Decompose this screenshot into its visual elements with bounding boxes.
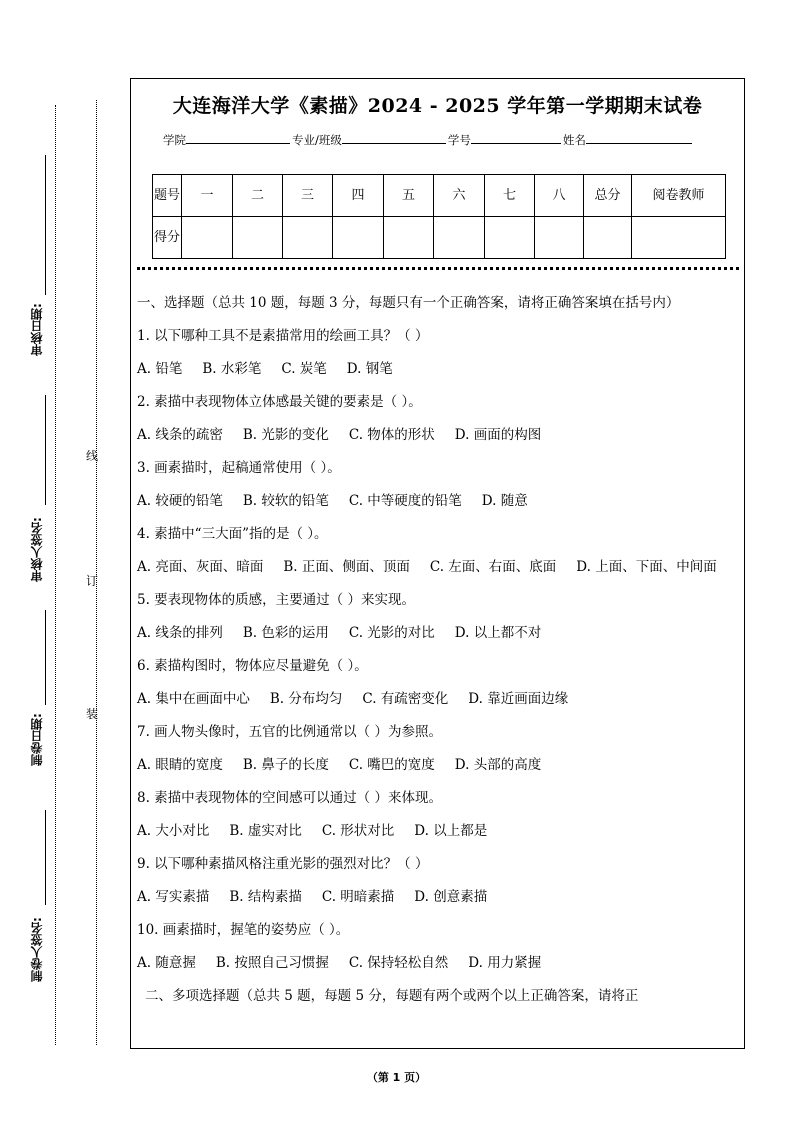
score-table-score-row — [153, 217, 726, 259]
question-6: 6. 素描构图时，物体应尽量避免（ ）。 — [137, 658, 368, 674]
score-col-header: 七 — [485, 175, 535, 217]
option: C. 明暗素描 — [321, 889, 395, 905]
option: C. 嘴巴的宽度 — [348, 757, 435, 773]
name-field[interactable] — [586, 131, 692, 144]
score-cell[interactable] — [485, 217, 535, 259]
option: C. 有疏密变化 — [362, 691, 449, 707]
option: C. 炭笔 — [281, 361, 327, 377]
score-col-header: 八 — [535, 175, 584, 217]
option: C. 中等硬度的铅笔 — [348, 493, 462, 509]
question-7-options — [137, 755, 741, 776]
option: A. 随意握 — [137, 955, 196, 971]
question-2: 2. 素描中表现物体立体感最关键的要素是（ ）。 — [137, 394, 422, 410]
option: B. 正面、侧面、顶面 — [283, 559, 410, 575]
binding-char-zhuang: 装 — [86, 707, 99, 721]
option: A. 线条的疏密 — [137, 427, 223, 443]
option: A. 大小对比 — [137, 823, 210, 839]
option: B. 鼻子的长度 — [242, 757, 329, 773]
score-cell[interactable] — [434, 217, 485, 259]
option: C. 左面、右面、底面 — [429, 559, 557, 575]
grader-cell[interactable] — [632, 217, 726, 259]
college-label: 学院 — [163, 133, 186, 147]
option: B. 光影的变化 — [242, 427, 329, 443]
grader-header: 阅卷教师 — [632, 175, 726, 217]
option: C. 光影的对比 — [348, 625, 435, 641]
student-id-field[interactable] — [471, 131, 561, 144]
score-cell[interactable] — [233, 217, 283, 259]
option: D. 头部的高度 — [454, 757, 542, 773]
option: D. 以上都是 — [414, 823, 488, 839]
section1-heading: 一、选择题（总共 10 题，每题 3 分，每题只有一个正确答案，请将正确答案填在括号内） — [137, 295, 680, 311]
option: A. 眼睛的宽度 — [137, 757, 223, 773]
option: A. 亮面、灰面、暗面 — [137, 559, 264, 575]
question-10: 10. 画素描时，握笔的姿势应（ ）。 — [137, 922, 350, 938]
score-cell[interactable] — [182, 217, 233, 259]
score-col-header: 三 — [283, 175, 333, 217]
question-3: 3. 画素描时，起稿通常使用（ ）。 — [137, 460, 341, 476]
exam-title: 大连海洋大学《素描》2024 - 2025 学年第一学期期末试卷 — [172, 95, 703, 117]
option: D. 靠近画面边缘 — [468, 691, 569, 707]
question-8: 8. 素描中表现物体的空间感可以通过（ ）来体现。 — [137, 790, 442, 806]
question-1: 1. 以下哪种工具不是素描常用的绘画工具？（ ） — [137, 328, 429, 344]
option: A. 集中在画面中心 — [137, 691, 250, 707]
total-score-header: 总分 — [584, 175, 632, 217]
audit-date-blank — [45, 155, 46, 295]
option: D. 用力紧握 — [468, 955, 542, 971]
college-field[interactable] — [186, 131, 290, 144]
score-col-header: 二 — [233, 175, 283, 217]
prepare-date-label: 制卷日期: — [30, 713, 44, 767]
score-cell[interactable] — [384, 217, 434, 259]
question-5-options — [137, 623, 741, 644]
question-number-label: 题号 — [153, 175, 182, 217]
exam-frame — [130, 78, 745, 1049]
question-10-options — [137, 953, 741, 974]
option: C. 物体的形状 — [348, 427, 435, 443]
option: D. 随意 — [481, 493, 528, 509]
major-label: 专业/班级 — [292, 133, 342, 147]
score-cell[interactable] — [283, 217, 333, 259]
auditor-sign-blank — [45, 395, 46, 505]
score-col-header: 五 — [384, 175, 434, 217]
score-col-header: 四 — [333, 175, 384, 217]
preparer-sign-blank — [45, 810, 46, 905]
option: A. 较硬的铅笔 — [137, 493, 223, 509]
question-8-options — [137, 821, 741, 842]
question-2-options — [137, 425, 741, 446]
score-label: 得分 — [153, 217, 182, 259]
option: B. 分布均匀 — [269, 691, 343, 707]
question-4: 4. 素描中“三大面”指的是（ ）。 — [137, 526, 328, 542]
score-table-header-row — [153, 175, 726, 217]
option: C. 形状对比 — [321, 823, 395, 839]
major-field[interactable] — [342, 131, 446, 144]
name-label: 姓名 — [562, 133, 586, 147]
option: D. 创意素描 — [414, 889, 488, 905]
binding-dotted-line-outer — [55, 105, 56, 1045]
option: C. 保持轻松自然 — [348, 955, 449, 971]
section2-heading: 二、多项选择题（总共 5 题，每题 5 分，每题有两个或两个以上正确答案，请将正 — [145, 988, 639, 1004]
question-6-options — [137, 689, 741, 710]
score-col-header: 一 — [182, 175, 233, 217]
page-number: （第 1 页） — [366, 1071, 427, 1084]
question-7: 7. 画人物头像时，五官的比例通常以（ ）为参照。 — [137, 724, 442, 740]
score-table — [152, 174, 726, 259]
binding-char-line: 线 — [86, 449, 99, 463]
exam-content — [137, 293, 741, 1019]
preparer-sign-label: 制卷人签名: — [30, 917, 44, 983]
score-cell[interactable] — [535, 217, 584, 259]
option: B. 水彩笔 — [202, 361, 262, 377]
auditor-sign-label: 审核人签名: — [30, 517, 44, 583]
student-id-label: 学号 — [447, 133, 471, 147]
option: D. 上面、下面、中间面 — [576, 559, 717, 575]
question-9: 9. 以下哪种素描风格注重光影的强烈对比？（ ） — [137, 856, 429, 872]
binding-char-ding: 订 — [86, 574, 99, 588]
student-info-row — [163, 131, 694, 148]
option: B. 结构素描 — [229, 889, 302, 905]
option: B. 较软的铅笔 — [242, 493, 329, 509]
question-1-options — [137, 359, 741, 380]
prepare-date-blank — [45, 610, 46, 705]
question-9-options — [137, 887, 741, 908]
binding-dotted-line-inner — [96, 100, 97, 1045]
option: D. 以上都不对 — [454, 625, 542, 641]
option: A. 写实素描 — [137, 889, 210, 905]
option: D. 钢笔 — [346, 361, 393, 377]
question-4-options — [137, 557, 741, 578]
option: A. 线条的排列 — [137, 625, 223, 641]
option: B. 色彩的运用 — [242, 625, 329, 641]
score-col-header: 六 — [434, 175, 485, 217]
audit-date-label: 审核日期: — [30, 303, 44, 357]
question-5: 5. 要表现物体的质感，主要通过（ ）来实现。 — [137, 592, 415, 608]
option: D. 画面的构图 — [454, 427, 542, 443]
dotted-separator — [137, 267, 739, 270]
option: B. 虚实对比 — [229, 823, 302, 839]
question-3-options — [137, 491, 741, 512]
total-score-cell[interactable] — [584, 217, 632, 259]
option: A. 铅笔 — [137, 361, 183, 377]
score-cell[interactable] — [333, 217, 384, 259]
option: B. 按照自己习惯握 — [215, 955, 329, 971]
